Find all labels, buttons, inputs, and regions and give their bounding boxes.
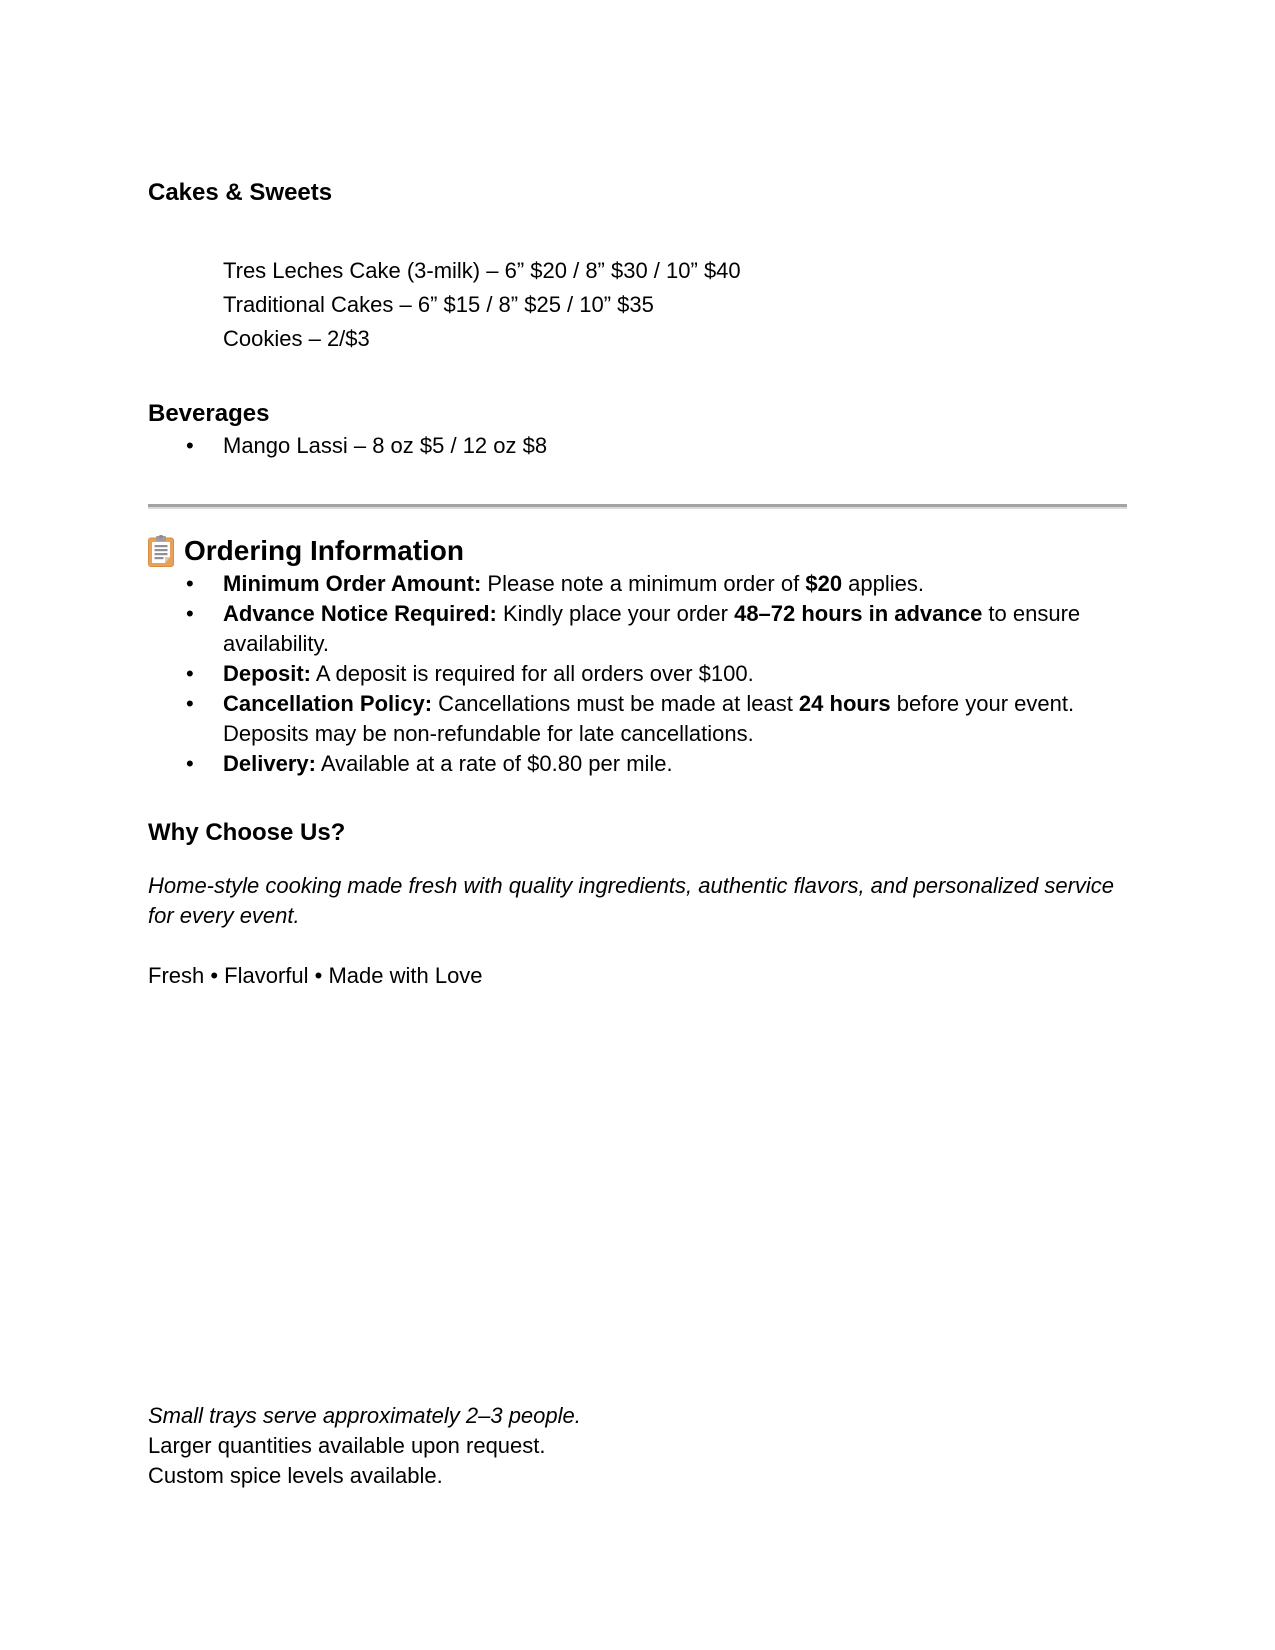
bullet-text: Please note a minimum order of [481,571,806,596]
bullet-text: before your event. Deposits may be non-refundable for late cancellations. [223,691,1075,746]
section-divider [148,504,1127,509]
bullet-label: Minimum Order Amount: [223,571,482,596]
bullet-bold-text: 48–72 hours in advance [734,601,983,626]
bullet-label: Deposit: [223,661,311,686]
bullet-text: Available at a rate of $0.80 per mile. [315,751,673,776]
footer-notes [148,1401,1127,1491]
bullet-text: Kindly place your order [496,601,735,626]
cakes-item-list [148,254,1127,356]
list-item [148,749,1127,779]
list-item [148,659,1127,689]
beverage-item-text: Mango Lassi – 8 oz $5 / 12 oz $8 [223,433,548,458]
clipboard-icon [148,535,174,567]
section-heading-beverages: Beverages [148,400,270,427]
bullet-text: Cancellations must be made at least [432,691,799,716]
footer-note: Larger quantities available upon request. [148,1433,546,1458]
bullet-label: Cancellation Policy: [223,691,433,716]
motto-text: Fresh • Flavorful • Made with Love [148,963,483,988]
bullet-label: Delivery: [223,751,316,776]
footer-note: Small trays serve approximately 2–3 people. [148,1403,581,1428]
list-item [148,599,1127,659]
list-item: Tres Leches Cake (3-milk) – 6” $20 / 8” $30 / 10” $40 [223,258,741,283]
list-item [148,569,1127,599]
bullet-text: to ensure availability. [223,601,1081,656]
bullet-bold-text: $20 [805,571,843,596]
beverages-list [148,431,1127,461]
bullet-text: applies. [842,571,925,596]
bullet-label: Advance Notice Required: [223,601,497,626]
bullet-text: A deposit is required for all orders over $100. [311,661,754,686]
ordering-heading-row [148,533,1127,569]
list-item [148,431,1127,461]
list-item: Cookies – 2/$3 [223,326,370,351]
section-heading-cakes: Cakes & Sweets [148,179,333,206]
tagline-text: Home-style cooking made fresh with quality ingredients, authentic flavors, and personalized service for every event. [148,873,1115,928]
footer-note: Custom spice levels available. [148,1463,443,1488]
section-heading-ordering: Ordering Information [184,535,464,566]
list-item [148,689,1127,749]
ordering-list [148,569,1127,779]
bullet-bold-text: 24 hours [798,691,891,716]
list-item: Traditional Cakes – 6” $15 / 8” $25 / 10” $35 [223,292,654,317]
section-heading-why-choose-us: Why Choose Us? [148,819,346,846]
